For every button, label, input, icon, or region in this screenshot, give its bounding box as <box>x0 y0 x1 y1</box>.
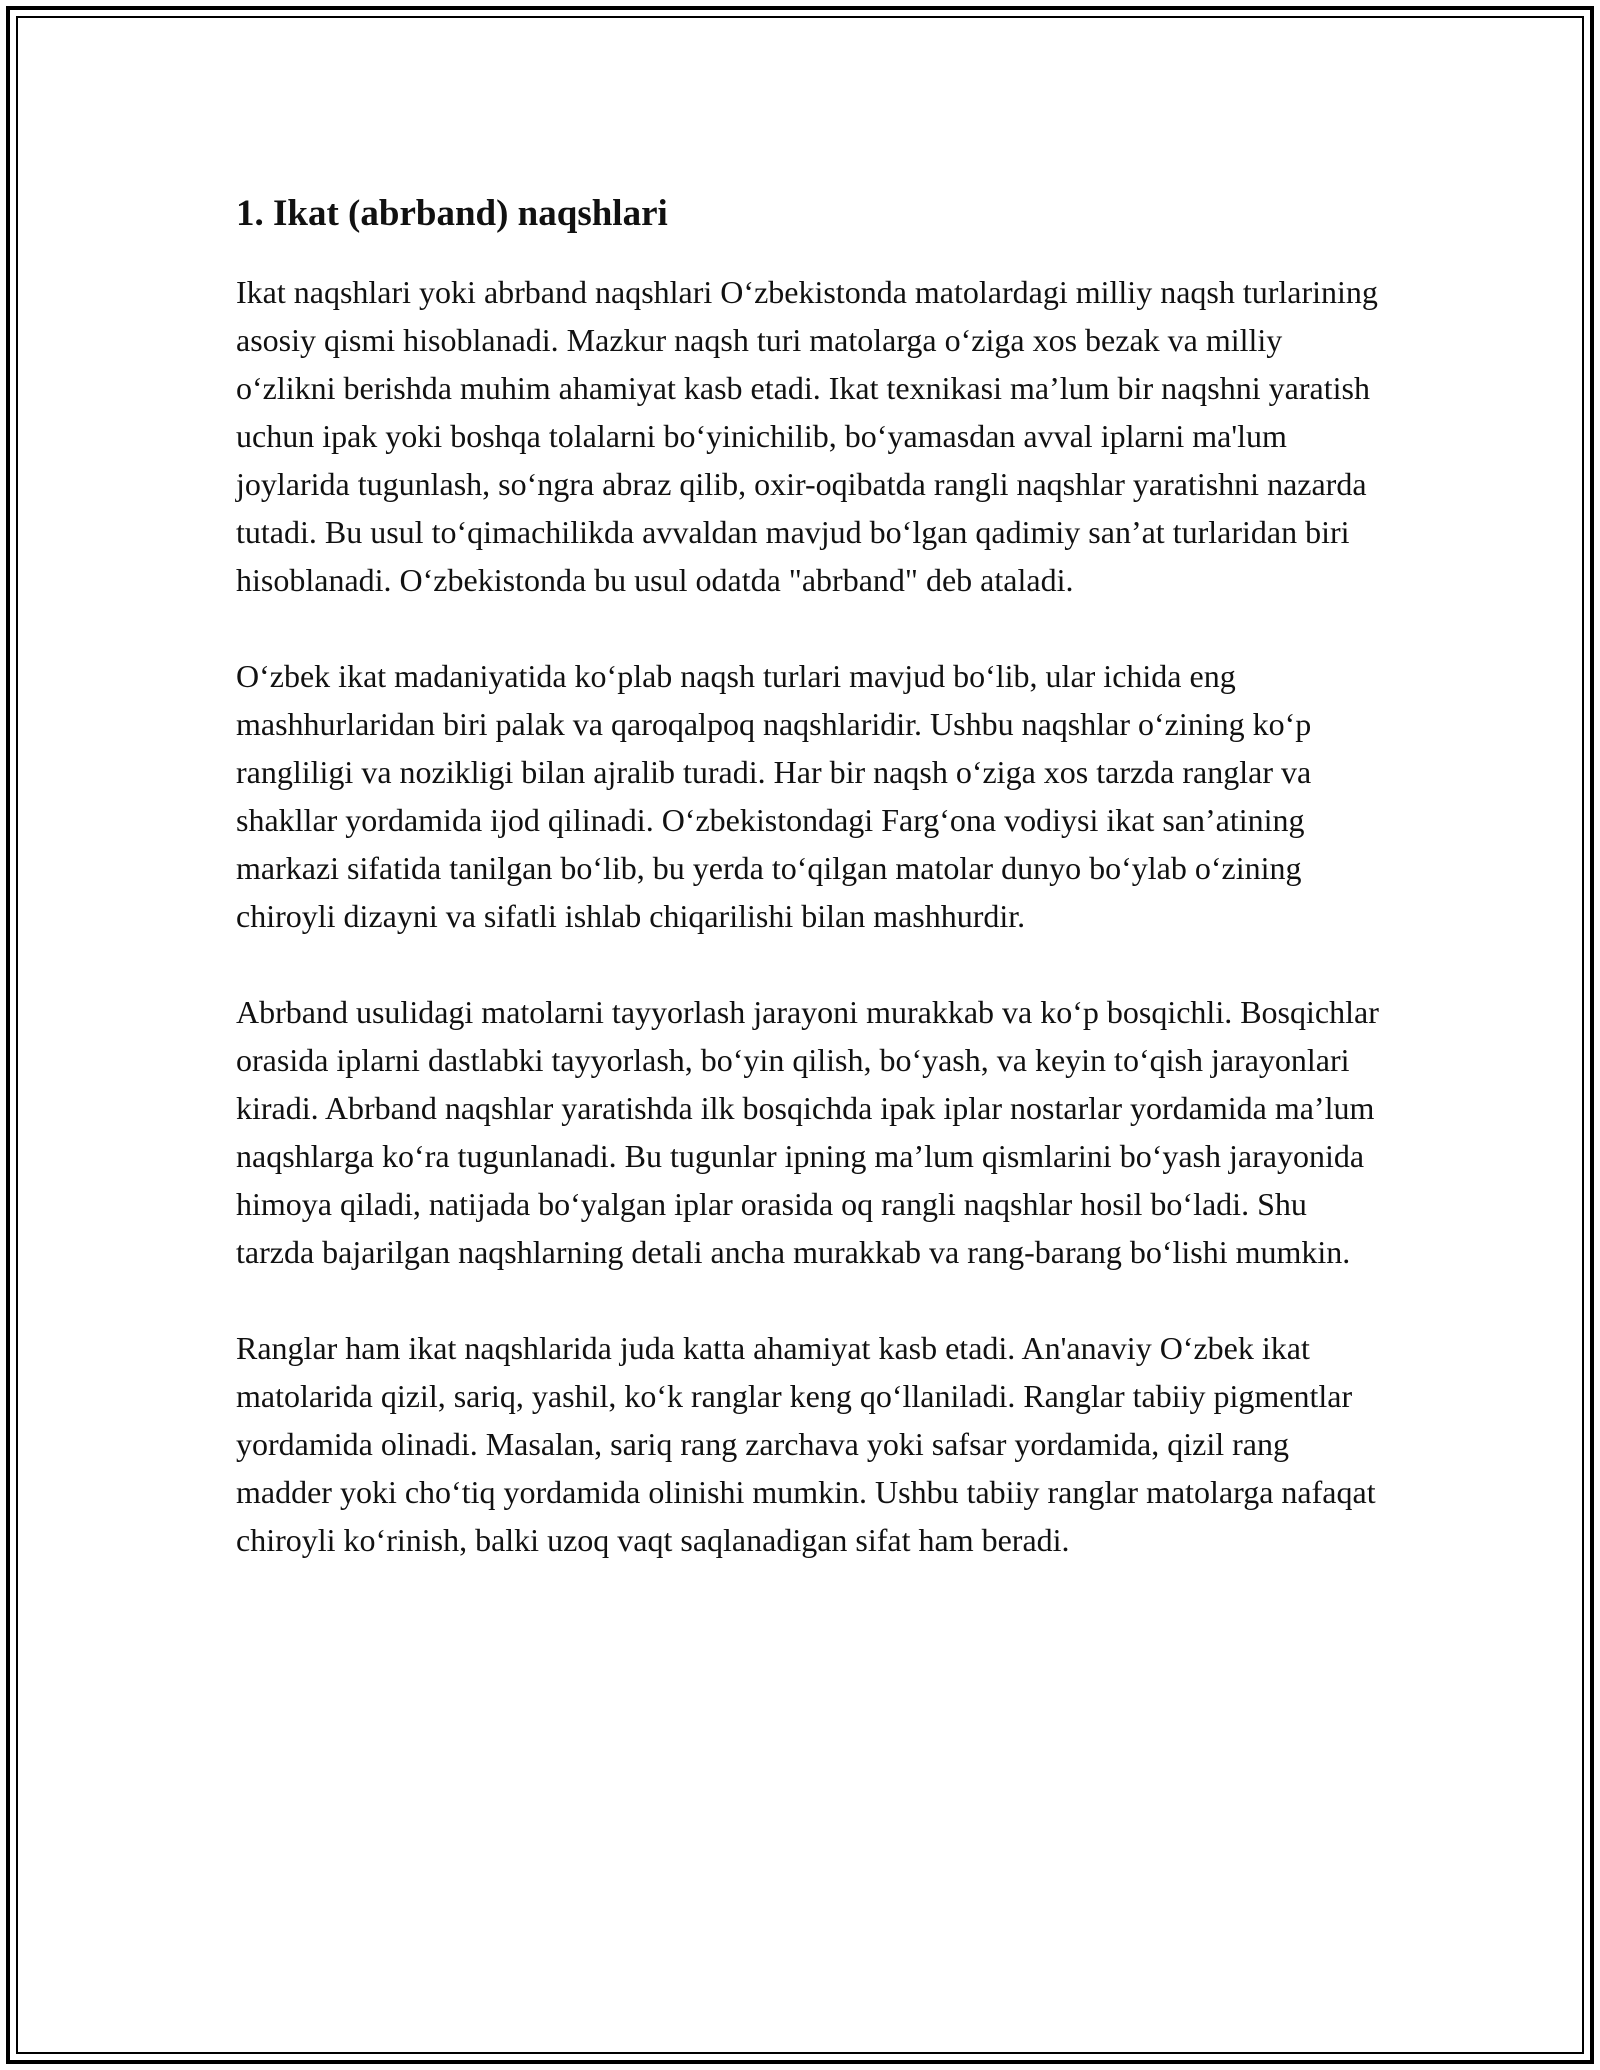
paragraph-3: Abrband usulidagi matolarni tayyorlash jarayoni murakkab va ko‘p bosqichli. Bosqichlar orasida iplarni dastlabki tayyorlash, bo‘yin qilish, bo‘yash, va keyin to‘qish jarayonlari kiradi. Abrband naqshlar yaratishda ilk bosqichda ipak iplar nostarlar yordamida ma’lum naqshlarga ko‘ra tugunlanadi. Bu tugunlar ipning ma’lum qismlarini bo‘yash jarayonida himoya qiladi, natijada bo‘yalgan iplar orasida oq rangli naqshlar hosil bo‘ladi. Shu tarzda bajarilgan naqshlarning detali ancha murakkab va rang-barang bo‘lishi mumkin. <box>236 994 1379 1270</box>
paragraph-1: Ikat naqshlari yoki abrband naqshlari O‘zbekistonda matolardagi milliy naqsh turlarining asosiy qismi hisoblanadi. Mazkur naqsh turi matolarga o‘ziga xos bezak va milliy o‘zlikni berishda muhim ahamiyat kasb etadi. Ikat texnikasi ma’lum bir naqshni yaratish uchun ipak yoki boshqa tolalarni bo‘yinichilib, bo‘yamasdan avval iplarni ma'lum joylarida tugunlash, so‘ngra abraz qilib, oxir-oqibatda rangli naqshlar yaratishni nazarda tutadi. Bu usul to‘qimachilikda avvaldan mavjud bo‘lgan qadimiy san’at turlaridan biri hisoblanadi. O‘zbekistonda bu usul odatda "abrband" deb ataladi. <box>236 274 1378 598</box>
paragraph-4: Ranglar ham ikat naqshlarida juda katta ahamiyat kasb etadi. An'anaviy O‘zbek ikat matolarida qizil, sariq, yashil, ko‘k ranglar keng qo‘llaniladi. Ranglar tabiiy pigmentlar yordamida olinadi. Masalan, sariq rang zarchava yoki safsar yordamida, qizil rang madder yoki cho‘tiq yordamida olinishi mumkin. Ushbu tabiiy ranglar matolarga nafaqat chiroyli ko‘rinish, balki uzoq vaqt saqlanadigan sifat ham beradi. <box>236 1330 1376 1558</box>
section-heading: 1. Ikat (abrband) naqshlari <box>236 193 668 234</box>
paragraph-2: O‘zbek ikat madaniyatida ko‘plab naqsh turlari mavjud bo‘lib, ular ichida eng mashhurlaridan biri palak va qaroqalpoq naqshlaridir. Ushbu naqshlar o‘zining ko‘p rangliligi va nozikligi bilan ajralib turadi. Har bir naqsh o‘ziga xos tarzda ranglar va shakllar yordamida ijod qilinadi. O‘zbekistondagi Farg‘ona vodiysi ikat san’atining markazi sifatida tanilgan bo‘lib, bu yerda to‘qilgan matolar dunyo bo‘ylab o‘zining chiroyli dizayni va sifatli ishlab chiqarilishi bilan mashhurdir. <box>236 658 1312 934</box>
document-body <box>236 186 1386 1612</box>
